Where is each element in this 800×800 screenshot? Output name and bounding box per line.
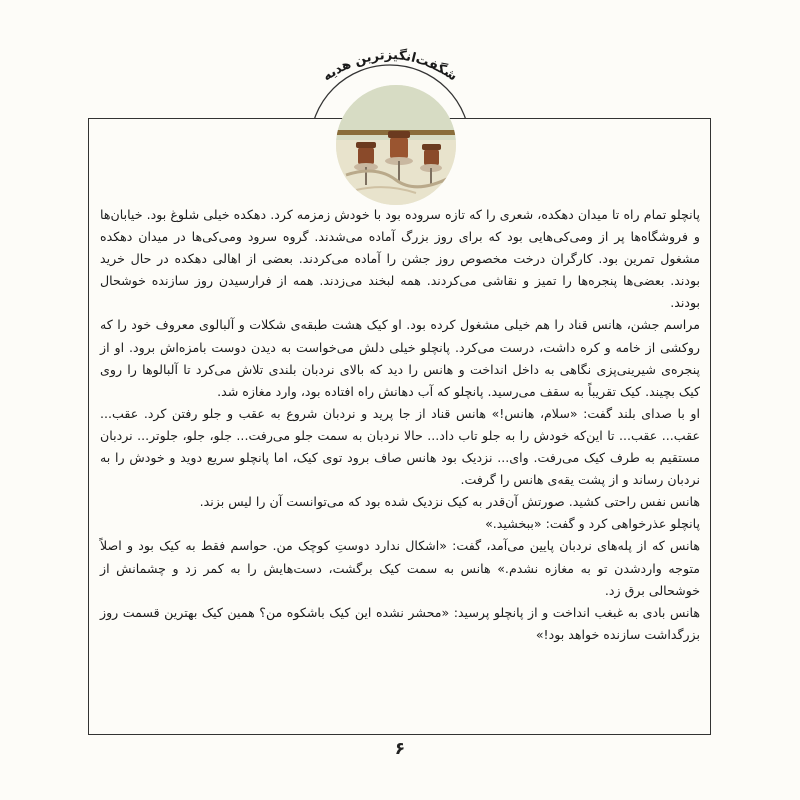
story-illustration (336, 85, 456, 205)
story-paragraph: پانچلو عذرخواهی کرد و گفت: «ببخشید.» (485, 516, 700, 532)
story-paragraph: هانس نفس راحتی کشید. صورتش آن‌قدر به کیک نزدیک شده بود که می‌توانست آن را لیس بزند. (199, 494, 700, 510)
series-title (300, 44, 480, 84)
page-number: ۶ (394, 739, 406, 759)
story-paragraph: مراسم جشن، هانس قناد را هم خیلی مشغول کرده بود. او کیک هشت طبقه‌ی شکلات و آلبالوی معروف خود را که روکشی از خامه و کره داشت، درست می‌کرد. پانچلو خیلی دلش می‌خواست به دیدن دوست بامزه‌اش برود. او از پنجره‌ی شیرینی‌پزی نگاهی به داخل انداخت و هانس را دید که بالای نردبان بلندی تلاش می‌کرد تا آلبالوها را روی کیک بچیند. کیک تقریباً به سقف می‌رسید. پانچلو که آب دهانش راه افتاده بود، وارد مغازه شد. (100, 317, 700, 399)
story-paragraph: او با صدای بلند گفت: «سلام، هانس!» هانس قناد از جا پرید و نردبان شروع به عقب و جلو رفتن کرد. عقب... عقب... عقب... تا این‌که خودش را به جلو تاب داد... حالا نردبان به سمت جلو می‌رفت... جلو، جلو، جلوتر... نردبان مستقیم به طرف کیک می‌رفت. وای... نزدیک بود هانس صاف برود توی کیک، اما پانچلو سریع دوید و خودش را به نردبان رساند و از پشت یقه‌ی هانس را گرفت. (100, 405, 700, 488)
story-paragraph: هانس که از پله‌های نردبان پایین می‌آمد، گفت: «اشکال ندارد دوستِ کوچک من. حواسم فقط به کیک بود و اصلاً متوجه واردشدن تو به مغازه نشدم.» هانس به سمت کیک برگشت، دست‌هایش را به کمر زد و چشمانش از خوشحالی برق زد. (100, 538, 700, 598)
svg-text:شگفت‌انگیزترین هدیه: شگفت‌انگیزترین هدیه (320, 47, 460, 84)
story-paragraph: پانچلو تمام راه تا میدان دهکده، شعری را که تازه سروده بود با خودش زمزمه کرد. دهکده خیلی شلوغ بود. خیابان‌ها و فروشگاه‌ها پر از ومی‌کی‌هایی بود که برای روز بزرگ آماده می‌شدند. گروه سرود ومی‌کی‌ها در میدان دهکده مشغول تمرین بود. کارگران درخت مخصوص روز جشن را آماده می‌کردند. بعضی از اهالی دهکده در حال خرید بودند. بعضی‌ها پنجره‌ها را تمیز و نقاشی می‌کردند. همه لبخند می‌زدند. همه از فرارسیدن روز سازنده خوشحال بودند. (100, 207, 700, 311)
story-text (100, 204, 700, 646)
story-paragraph: هانس بادی به غبغب انداخت و از پانچلو پرسید: «محشر نشده این کیک باشکوه من؟ همین کیک بهترین قسمت روز بزرگداشت سازنده خواهد بود!» (100, 604, 700, 642)
